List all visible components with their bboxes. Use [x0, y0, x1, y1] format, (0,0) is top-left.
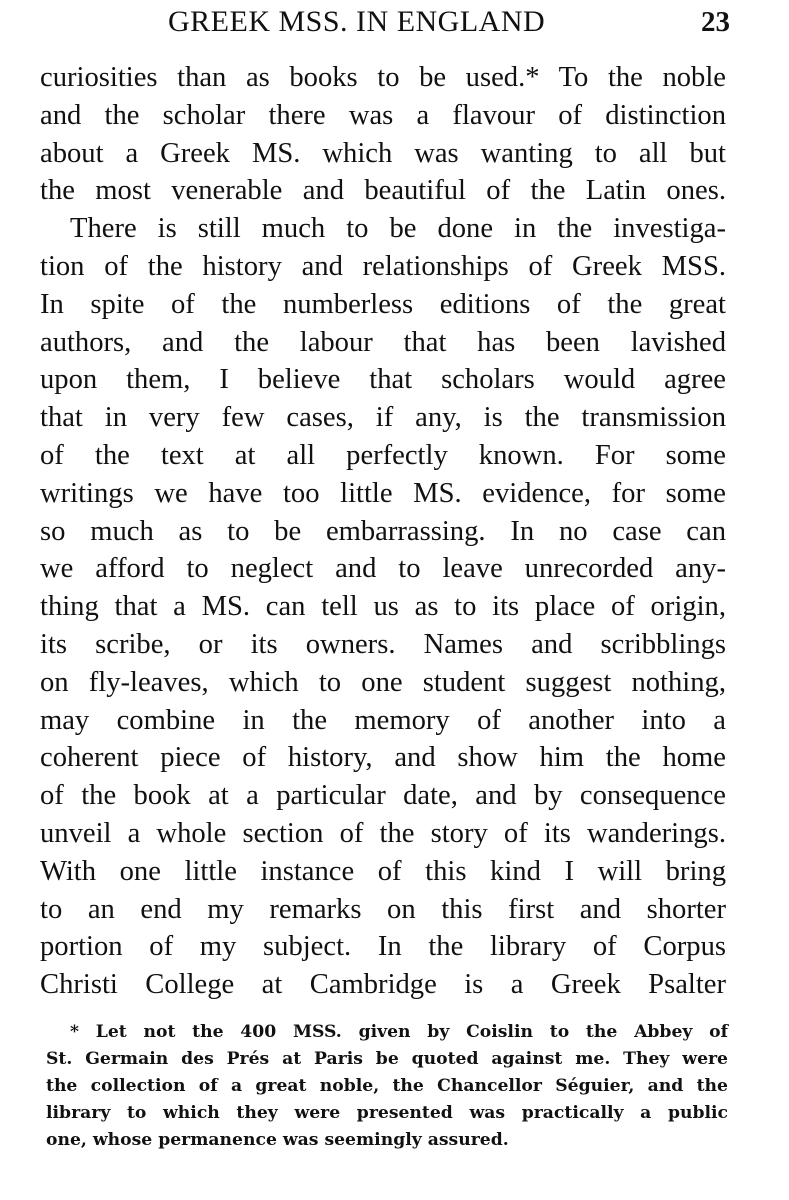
text-line: writings we have too little MS. evidence, for some [40, 477, 726, 509]
text-line: its scribe, or its owners. Names and scribblings [40, 628, 726, 660]
footnote-line: one, whose permanence was seemingly assured. [46, 1130, 509, 1150]
text-line: that in very few cases, if any, is the transmission [40, 402, 726, 434]
text-line: thing that a MS. can tell us as to its place of origin, [40, 591, 726, 623]
text-line: tion of the history and relationships of Greek MSS. [40, 250, 726, 282]
text-line: authors, and the labour that has been lavished [40, 326, 726, 358]
text-line: curiosities than as books to be used.* To the noble [40, 62, 726, 93]
text-line: With one little instance of this kind I will bring [40, 855, 726, 887]
text-line: so much as to be embarrassing. In no case can [40, 515, 726, 547]
text-line: Christi College at Cambridge is a Greek Psalter [40, 969, 726, 1001]
text-line: on fly-leaves, which to one student suggest nothing, [40, 666, 726, 698]
body-text [40, 59, 726, 1004]
text-line: the most venerable and beautiful of the Latin ones. [40, 175, 726, 207]
text-line: portion of my subject. In the library of Corpus [40, 931, 726, 963]
footnote-line: * Let not the 400 MSS. given by Coislin to the Abbey of [70, 1022, 728, 1042]
footnote-line: St. Germain des Prés at Paris be quoted against me. They were [46, 1049, 728, 1069]
footnote [46, 1019, 728, 1154]
text-line: of the text at all perfectly known. For some [40, 439, 726, 471]
paragraph-start-line: There is still much to be done in the investiga- [70, 213, 726, 245]
page-number: 23 [701, 6, 730, 38]
text-line: coherent piece of history, and show him the home [40, 742, 726, 774]
text-line: unveil a whole section of the story of its wanderings. [40, 817, 726, 849]
footnote-line: the collection of a great noble, the Chancellor Séguier, and the [46, 1076, 728, 1096]
footnote-line: library to which they were presented was practically a public [46, 1103, 728, 1123]
text-line: of the book at a particular date, and by consequence [40, 780, 726, 812]
text-line: may combine in the memory of another into a [40, 704, 726, 736]
text-line: to an end my remarks on this first and shorter [40, 893, 726, 925]
text-line: and the scholar there was a flavour of distinction [40, 99, 726, 131]
text-line: about a Greek MS. which was wanting to all but [40, 137, 726, 169]
text-line: we afford to neglect and to leave unrecorded any- [40, 553, 726, 585]
text-line: In spite of the numberless editions of the great [40, 288, 726, 320]
running-head [40, 4, 730, 40]
running-title: GREEK MSS. IN ENGLAND [168, 5, 546, 38]
text-line: upon them, I believe that scholars would agree [40, 364, 726, 396]
